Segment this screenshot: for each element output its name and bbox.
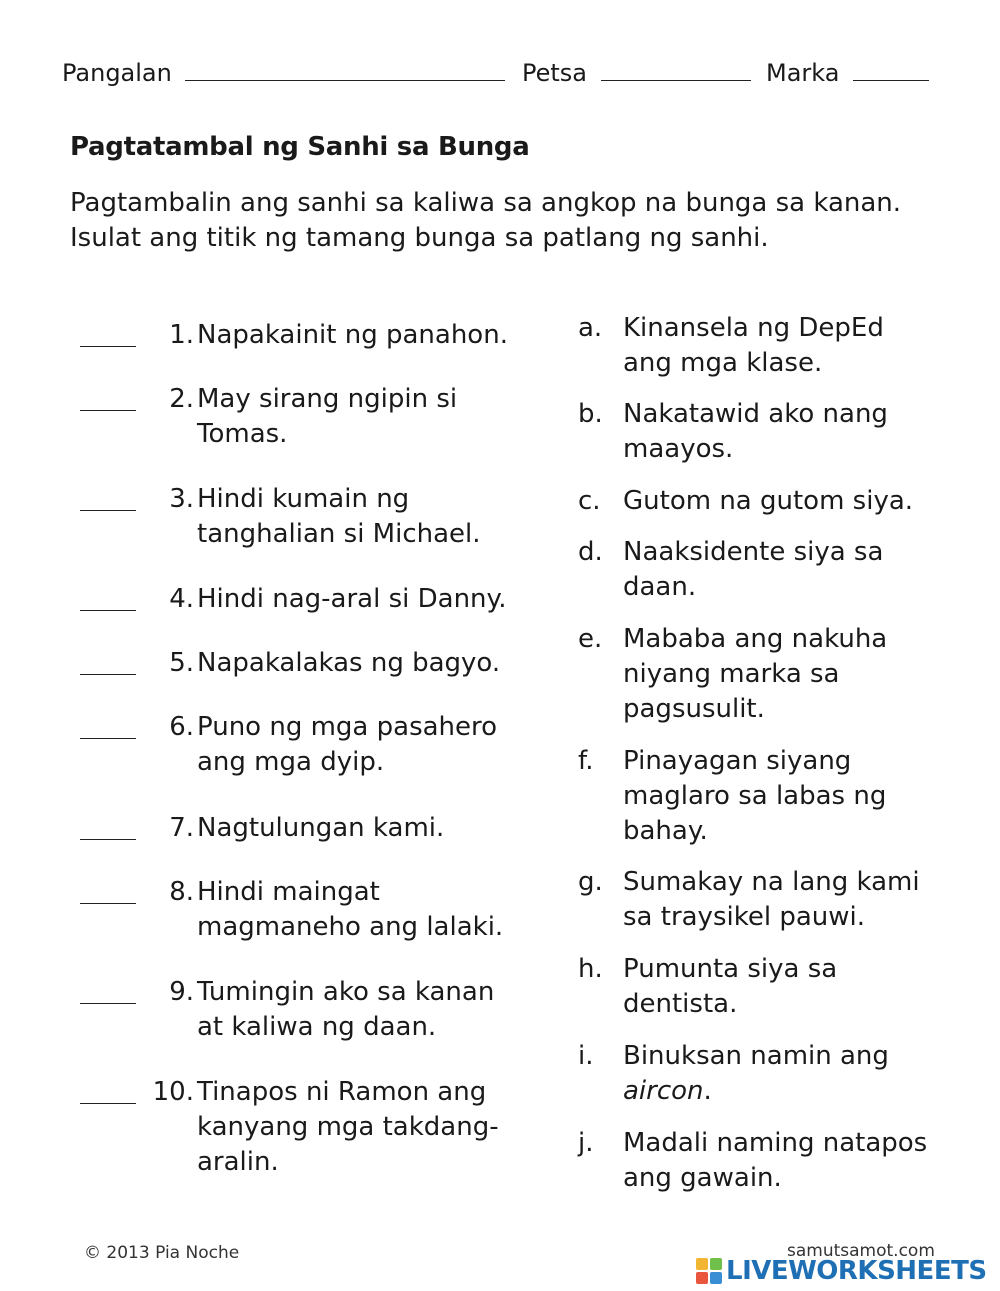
- effect-letter: f.: [578, 746, 594, 776]
- logo-text: LIVEWORKSHEETS: [726, 1256, 987, 1286]
- logo-block: [710, 1272, 722, 1284]
- answer-blank[interactable]: [80, 318, 136, 347]
- effect-text: Madali naming natapos ang gawain.: [623, 1128, 928, 1193]
- date-field: [522, 58, 751, 87]
- cause-text: Hindi maingat magmaneho ang lalaki.: [197, 877, 504, 942]
- effect-letter: e.: [578, 624, 603, 654]
- cause-number: 10.: [152, 1077, 194, 1107]
- instructions: Pagtambalin ang sanhi sa kaliwa sa angkop na bunga sa kanan. Isulat ang titik ng tamang bunga sa patlang ng sanhi.: [70, 188, 902, 253]
- effect-text: Pinayagan siyang maglaro sa labas ng bahay.: [623, 746, 887, 846]
- logo-block: [696, 1272, 708, 1284]
- cause-number: 5.: [169, 648, 194, 678]
- effect-letter: b.: [578, 399, 603, 429]
- liveworksheets-logo[interactable]: [696, 1256, 987, 1286]
- answer-blank[interactable]: [80, 875, 136, 904]
- effect-text-pre: Binuksan namin ang: [623, 1041, 889, 1071]
- effect-text: Sumakay na lang kami sa traysikel pauwi.: [623, 867, 920, 932]
- effect-text: Pumunta siya sa dentista.: [623, 954, 838, 1019]
- copyright: © 2013 Pia Noche: [84, 1243, 240, 1263]
- score-field: [766, 58, 929, 87]
- effect-text: [623, 1039, 923, 1109]
- answer-blank[interactable]: [80, 646, 136, 675]
- effect-letter: c.: [578, 486, 601, 516]
- answer-blank[interactable]: [80, 382, 136, 411]
- effect-letter: d.: [578, 537, 603, 567]
- effect-text: Nakatawid ako nang maayos.: [623, 399, 888, 464]
- effect-text-italic: aircon: [623, 1076, 704, 1106]
- cause-text: Hindi nag-aral si Danny.: [197, 584, 507, 614]
- effect-letter: g.: [578, 867, 603, 897]
- date-label: Petsa: [522, 59, 588, 87]
- cause-text: Tumingin ako sa kanan at kaliwa ng daan.: [197, 977, 495, 1042]
- effect-letter: a.: [578, 313, 603, 343]
- site-name: samutsamot.com: [787, 1241, 935, 1261]
- cause-number: 9.: [169, 977, 194, 1007]
- cause-text: Nagtulungan kami.: [197, 813, 445, 843]
- answer-blank[interactable]: [80, 710, 136, 739]
- cause-number: 8.: [169, 877, 194, 907]
- effect-text: Gutom na gutom siya.: [623, 486, 914, 516]
- effect-text: Naaksidente siya sa daan.: [623, 537, 884, 602]
- cause-number: 2.: [169, 384, 194, 414]
- cause-number: 3.: [169, 484, 194, 514]
- answer-blank[interactable]: [80, 811, 136, 840]
- effect-text: Mababa ang nakuha niyang marka sa pagsusulit.: [623, 624, 888, 724]
- answer-blank[interactable]: [80, 975, 136, 1004]
- score-blank[interactable]: [853, 58, 929, 81]
- cause-text: Puno ng mga pasahero ang mga dyip.: [197, 712, 498, 777]
- name-blank[interactable]: [185, 58, 505, 81]
- cause-text: May sirang ngipin si Tomas.: [197, 384, 458, 449]
- logo-block: [696, 1258, 708, 1270]
- effect-letter: j.: [578, 1128, 594, 1158]
- date-blank[interactable]: [601, 58, 751, 81]
- effect-text: Kinansela ng DepEd ang mga klase.: [623, 313, 884, 378]
- cause-text: Napakalakas ng bagyo.: [197, 648, 501, 678]
- score-label: Marka: [766, 59, 840, 87]
- answer-blank[interactable]: [80, 1075, 136, 1104]
- cause-number: 7.: [169, 813, 194, 843]
- page-title: Pagtatambal ng Sanhi sa Bunga: [70, 132, 530, 162]
- logo-blocks-icon: [696, 1258, 722, 1284]
- cause-text: Tinapos ni Ramon ang kanyang mga takdang-aralin.: [197, 1077, 499, 1177]
- answer-blank[interactable]: [80, 582, 136, 611]
- effect-text-post: .: [703, 1076, 712, 1106]
- cause-number: 6.: [169, 712, 194, 742]
- logo-block: [710, 1258, 722, 1270]
- effect-letter: i.: [578, 1041, 594, 1071]
- name-label: Pangalan: [62, 59, 172, 87]
- cause-text: Hindi kumain ng tanghalian si Michael.: [197, 484, 481, 549]
- effect-letter: h.: [578, 954, 603, 984]
- cause-number: 4.: [169, 584, 194, 614]
- cause-number: 1.: [169, 320, 194, 350]
- name-field: [62, 58, 505, 87]
- answer-blank[interactable]: [80, 482, 136, 511]
- cause-text: Napakainit ng panahon.: [197, 320, 508, 350]
